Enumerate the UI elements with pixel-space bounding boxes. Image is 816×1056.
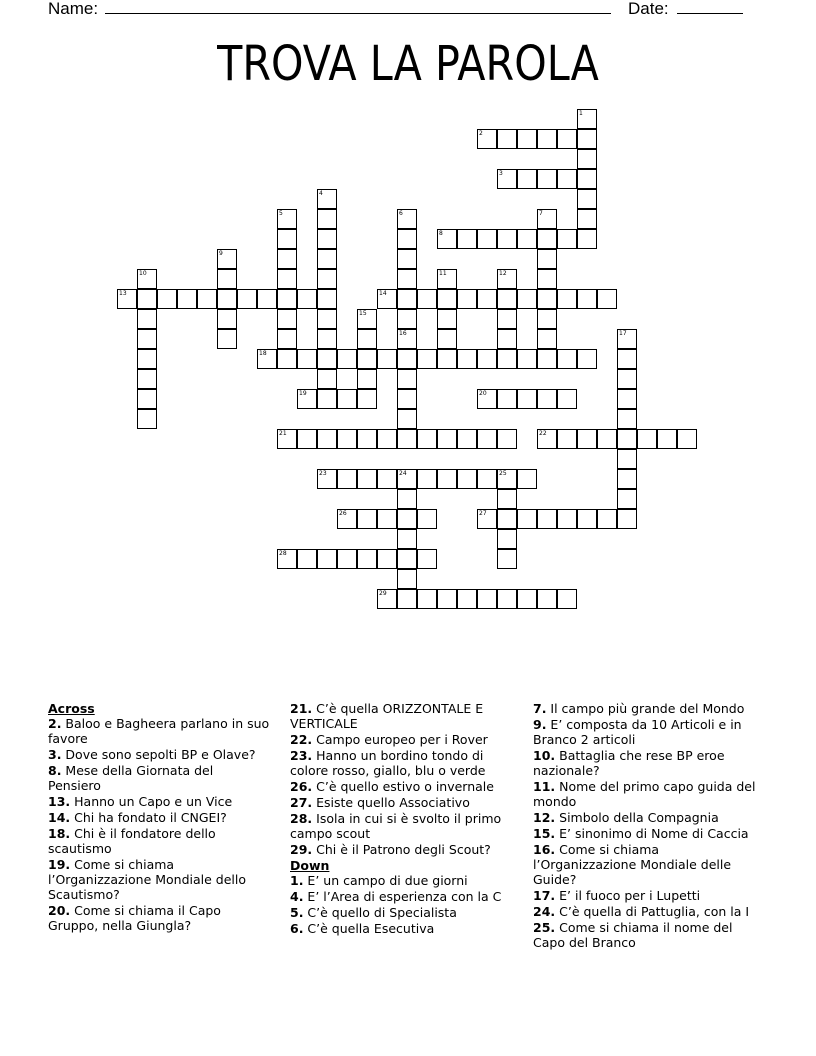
clue-number: 15 (359, 310, 367, 317)
clue-text: Come si chiama il Capo Gruppo, nella Giungla? (48, 903, 221, 933)
crossword-cell[interactable] (317, 389, 337, 409)
crossword-cell[interactable] (457, 349, 477, 369)
across-clue (290, 701, 515, 731)
across-clue (48, 747, 270, 762)
puzzle-title: TROVA LA PAROLA (217, 36, 599, 92)
date-label: Date: (628, 0, 669, 18)
crossword-cell[interactable] (497, 489, 517, 509)
crossword-cell[interactable] (137, 349, 157, 369)
crossword-cell[interactable] (277, 289, 297, 309)
crossword-cell[interactable] (437, 589, 457, 609)
crossword-cell[interactable] (397, 529, 417, 549)
crossword-cell[interactable] (317, 429, 337, 449)
clue-number: 18. (48, 826, 71, 841)
crossword-cell[interactable] (477, 289, 497, 309)
crossword-cell[interactable] (397, 269, 417, 289)
clue-number: 14 (379, 290, 387, 297)
crossword-cell[interactable] (317, 229, 337, 249)
crossword-cell[interactable] (617, 489, 637, 509)
clue-text: E’ il fuoco per i Lupetti (555, 888, 701, 903)
clue-number: 25 (499, 470, 507, 477)
crossword-cell[interactable] (497, 289, 517, 309)
crossword-cell[interactable] (297, 349, 317, 369)
crossword-cell[interactable] (137, 369, 157, 389)
clue-number: 27. (290, 795, 313, 810)
clue-column-2 (290, 701, 515, 937)
crossword-cell[interactable] (537, 289, 557, 309)
crossword-cell[interactable] (357, 429, 377, 449)
clue-number: 5. (290, 905, 304, 920)
clue-number: 18 (259, 350, 267, 357)
crossword-cell[interactable] (417, 589, 437, 609)
clue-number: 2. (48, 716, 62, 731)
clue-number: 26. (290, 779, 313, 794)
clue-number: 28. (290, 811, 313, 826)
crossword-cell[interactable] (617, 409, 637, 429)
down-clue (533, 826, 765, 841)
clue-number: 28 (279, 550, 287, 557)
crossword-cell[interactable] (497, 389, 517, 409)
crossword-cell[interactable] (457, 229, 477, 249)
crossword-cell[interactable] (237, 289, 257, 309)
down-clue (290, 873, 515, 888)
crossword-cell[interactable] (497, 509, 517, 529)
crossword-cell[interactable] (277, 349, 297, 369)
clue-text: Campo europeo per i Rover (312, 732, 488, 747)
across-clue (48, 763, 270, 793)
clue-number: 12 (499, 270, 507, 277)
crossword-cell[interactable] (297, 549, 317, 569)
crossword-cell[interactable] (377, 549, 397, 569)
crossword-cell[interactable] (337, 389, 357, 409)
crossword-cell[interactable] (277, 329, 297, 349)
crossword-cell[interactable] (317, 369, 337, 389)
clue-number: 11. (533, 779, 556, 794)
clue-text: Nome del primo capo guida del mondo (533, 779, 756, 809)
crossword-cell[interactable] (617, 469, 637, 489)
crossword-cell[interactable] (397, 589, 417, 609)
crossword-cell[interactable] (417, 509, 437, 529)
across-clue (48, 903, 270, 933)
crossword-cell[interactable] (537, 249, 557, 269)
clue-number: 19 (299, 390, 307, 397)
crossword-cell[interactable] (397, 369, 417, 389)
clue-number: 8 (439, 230, 443, 237)
clue-number: 22 (539, 430, 547, 437)
down-clue (533, 920, 765, 950)
clue-text: C’è quello estivo o invernale (312, 779, 494, 794)
clue-number: 13. (48, 794, 71, 809)
crossword-cell[interactable] (617, 449, 637, 469)
crossword-cell[interactable] (537, 269, 557, 289)
crossword-cell[interactable] (437, 289, 457, 309)
crossword-cell[interactable] (497, 429, 517, 449)
clue-number: 27 (479, 510, 487, 517)
crossword-cell[interactable] (257, 289, 277, 309)
clue-text: C’è quello di Specialista (303, 905, 457, 920)
crossword-cell[interactable] (537, 349, 557, 369)
crossword-cell[interactable] (437, 309, 457, 329)
crossword-cell[interactable] (277, 229, 297, 249)
crossword-cell[interactable] (397, 549, 417, 569)
clue-text: C’è quella di Pattuglia, con la I (555, 904, 750, 919)
down-clue (290, 905, 515, 920)
clue-number: 1 (579, 110, 583, 117)
clue-text: Chi è il Patrono degli Scout? (312, 842, 491, 857)
clue-number: 10 (139, 270, 147, 277)
crossword-cell[interactable] (557, 509, 577, 529)
crossword-cell[interactable] (457, 289, 477, 309)
crossword-cell[interactable] (457, 429, 477, 449)
crossword-cell[interactable] (497, 229, 517, 249)
clue-number: 14. (48, 810, 71, 825)
crossword-cell[interactable] (537, 589, 557, 609)
crossword-cell[interactable] (557, 429, 577, 449)
crossword-cell[interactable] (517, 469, 537, 489)
crossword-cell[interactable] (317, 209, 337, 229)
crossword-cell[interactable] (517, 389, 537, 409)
clue-number: 20. (48, 903, 71, 918)
crossword-cell[interactable] (577, 129, 597, 149)
crossword-cell[interactable] (497, 549, 517, 569)
crossword-cell[interactable] (417, 429, 437, 449)
crossword-cell[interactable] (617, 509, 637, 529)
crossword-cell[interactable] (537, 389, 557, 409)
crossword-cell[interactable] (577, 229, 597, 249)
clue-number: 24. (533, 904, 556, 919)
crossword-cell[interactable] (617, 389, 637, 409)
clue-number: 6. (290, 921, 304, 936)
clue-number: 10. (533, 748, 556, 763)
across-clue (48, 794, 270, 809)
crossword-cell[interactable] (277, 309, 297, 329)
crossword-cell[interactable] (637, 429, 657, 449)
crossword-cell[interactable] (577, 349, 597, 369)
crossword-cell[interactable] (477, 229, 497, 249)
crossword-cell[interactable] (657, 429, 677, 449)
clue-text: E’ composta da 10 Articoli e in Branco 2 articoli (533, 717, 742, 747)
crossword-cell[interactable] (597, 509, 617, 529)
crossword-cell[interactable] (497, 309, 517, 329)
clue-number: 29. (290, 842, 313, 857)
crossword-cell[interactable] (297, 429, 317, 449)
crossword-cell[interactable] (397, 229, 417, 249)
crossword-cell[interactable] (517, 349, 537, 369)
crossword-cell[interactable] (357, 549, 377, 569)
clue-number: 20 (479, 390, 487, 397)
crossword-cell[interactable] (397, 409, 417, 429)
clue-number: 22. (290, 732, 313, 747)
clue-number: 16. (533, 842, 556, 857)
crossword-cell[interactable] (597, 429, 617, 449)
crossword-cell[interactable] (477, 349, 497, 369)
crossword-cell[interactable] (297, 289, 317, 309)
crossword-cell[interactable] (497, 129, 517, 149)
down-clue (533, 717, 765, 747)
clue-number: 9 (219, 250, 223, 257)
clue-number: 25. (533, 920, 556, 935)
crossword-cell[interactable] (537, 169, 557, 189)
crossword-cell[interactable] (537, 329, 557, 349)
crossword-cell[interactable] (617, 349, 637, 369)
across-clue (48, 826, 270, 856)
clue-text: E’ un campo di due giorni (303, 873, 468, 888)
clue-number: 4. (290, 889, 304, 904)
clue-number: 9. (533, 717, 547, 732)
crossword-cell[interactable] (357, 349, 377, 369)
crossword-cell[interactable] (517, 229, 537, 249)
crossword-cell[interactable] (337, 429, 357, 449)
down-clue (533, 779, 765, 809)
clue-text: Come si chiama l’Organizzazione Mondiale dello Scautismo? (48, 857, 247, 902)
crossword-cell[interactable] (677, 429, 697, 449)
crossword-cell[interactable] (377, 349, 397, 369)
clue-number: 17. (533, 888, 556, 903)
crossword-cell[interactable] (537, 229, 557, 249)
across-heading: Across (48, 701, 95, 716)
crossword-cell[interactable] (417, 469, 437, 489)
clue-column-3 (533, 701, 765, 951)
clue-column-1 (48, 701, 270, 934)
crossword-cell[interactable] (577, 289, 597, 309)
crossword-cell[interactable] (617, 429, 637, 449)
crossword-cell[interactable] (397, 289, 417, 309)
clue-number: 12. (533, 810, 556, 825)
clue-text: E’ sinonimo di Nome di Caccia (555, 826, 749, 841)
crossword-cell[interactable] (557, 349, 577, 369)
crossword-cell[interactable] (277, 249, 297, 269)
crossword-cell[interactable] (137, 329, 157, 349)
across-clue (290, 732, 515, 747)
clue-number: 11 (439, 270, 447, 277)
crossword-cell[interactable] (437, 469, 457, 489)
crossword-cell[interactable] (317, 329, 337, 349)
clue-number: 23 (319, 470, 327, 477)
crossword-cell[interactable] (517, 589, 537, 609)
crossword-cell[interactable] (557, 389, 577, 409)
clue-number: 15. (533, 826, 556, 841)
clue-number: 24 (399, 470, 407, 477)
clue-number: 7. (533, 701, 547, 716)
clue-number: 29 (379, 590, 387, 597)
clue-number: 21 (279, 430, 287, 437)
across-clue (290, 748, 515, 778)
crossword-cell[interactable] (577, 209, 597, 229)
clue-text: Mese della Giornata del Pensiero (48, 763, 214, 793)
crossword-cell[interactable] (417, 289, 437, 309)
crossword-cell[interactable] (217, 329, 237, 349)
clue-text: Hanno un bordino tondo di colore rosso, giallo, blu o verde (290, 748, 486, 778)
down-clue (533, 904, 765, 919)
crossword-cell[interactable] (577, 189, 597, 209)
crossword-cell[interactable] (397, 429, 417, 449)
down-clue (533, 842, 765, 887)
crossword-cell[interactable] (397, 249, 417, 269)
crossword-cell[interactable] (397, 569, 417, 589)
clue-number: 19. (48, 857, 71, 872)
down-clue (290, 921, 515, 936)
crossword-cell[interactable] (217, 289, 237, 309)
crossword-cell[interactable] (417, 349, 437, 369)
clue-text: Simbolo della Compagnia (555, 810, 719, 825)
crossword-cell[interactable] (397, 489, 417, 509)
crossword-cell[interactable] (557, 229, 577, 249)
crossword-cell[interactable] (537, 129, 557, 149)
crossword-cell[interactable] (457, 469, 477, 489)
crossword-cell[interactable] (557, 589, 577, 609)
crossword-cell[interactable] (537, 509, 557, 529)
clue-number: 16 (399, 330, 407, 337)
crossword-cell[interactable] (157, 289, 177, 309)
crossword-cell[interactable] (457, 589, 477, 609)
crossword-cell[interactable] (357, 509, 377, 529)
crossword-cell[interactable] (577, 149, 597, 169)
clue-number: 8. (48, 763, 62, 778)
crossword-cell[interactable] (317, 309, 337, 329)
clue-text: Come si chiama il nome del Capo del Branco (533, 920, 733, 950)
crossword-cell[interactable] (337, 469, 357, 489)
clue-number: 1. (290, 873, 304, 888)
crossword-cell[interactable] (557, 169, 577, 189)
crossword-cell[interactable] (357, 389, 377, 409)
crossword-cell[interactable] (317, 249, 337, 269)
clue-text: C’è quella ORIZZONTALE E VERTICALE (290, 701, 484, 731)
clue-number: 2 (479, 130, 483, 137)
across-clue (290, 842, 515, 857)
clue-text: Esiste quello Associativo (312, 795, 470, 810)
crossword-cell[interactable] (377, 509, 397, 529)
crossword-cell[interactable] (397, 509, 417, 529)
crossword-cell[interactable] (477, 589, 497, 609)
across-clue (48, 810, 270, 825)
crossword-cell[interactable] (497, 349, 517, 369)
clue-text: E’ l’Area di esperienza con la C (303, 889, 502, 904)
crossword-cell[interactable] (517, 129, 537, 149)
clue-text: Isola in cui si è svolto il primo campo scout (290, 811, 502, 841)
crossword-cell[interactable] (357, 369, 377, 389)
clue-text: Chi è il fondatore dello scautismo (48, 826, 216, 856)
across-clue (48, 857, 270, 902)
crossword-cell[interactable] (557, 129, 577, 149)
crossword-cell[interactable] (597, 289, 617, 309)
clue-text: Dove sono sepolti BP e Olave? (61, 747, 256, 762)
crossword-cell[interactable] (317, 269, 337, 289)
down-heading: Down (290, 858, 330, 873)
crossword-cell[interactable] (437, 349, 457, 369)
clue-text: Hanno un Capo e un Vice (70, 794, 233, 809)
crossword-cell[interactable] (417, 549, 437, 569)
clue-number: 26 (339, 510, 347, 517)
crossword-cell[interactable] (497, 589, 517, 609)
down-clue (290, 889, 515, 904)
crossword-cell[interactable] (577, 169, 597, 189)
crossword-cell[interactable] (517, 509, 537, 529)
clue-text: Come si chiama l’Organizzazione Mondiale delle Guide? (533, 842, 732, 887)
clue-number: 17 (619, 330, 627, 337)
crossword-cell[interactable] (317, 549, 337, 569)
crossword-cell[interactable] (337, 349, 357, 369)
clue-number: 21. (290, 701, 313, 716)
crossword-cell[interactable] (557, 289, 577, 309)
clue-number: 23. (290, 748, 313, 763)
crossword-cell[interactable] (357, 469, 377, 489)
crossword-cell[interactable] (277, 269, 297, 289)
clue-number: 6 (399, 210, 403, 217)
crossword-cell[interactable] (537, 309, 557, 329)
crossword-cell[interactable] (137, 289, 157, 309)
crossword-cell[interactable] (137, 409, 157, 429)
across-clue (290, 811, 515, 841)
crossword-cell[interactable] (137, 309, 157, 329)
across-clue (290, 795, 515, 810)
down-clue (533, 888, 765, 903)
crossword-cell[interactable] (217, 269, 237, 289)
across-clue (48, 716, 270, 746)
crossword-cell[interactable] (317, 349, 337, 369)
crossword-cell[interactable] (317, 289, 337, 309)
clue-number: 7 (539, 210, 543, 217)
clue-number: 13 (119, 290, 127, 297)
clue-text: Il campo più grande del Mondo (546, 701, 745, 716)
crossword-cell[interactable] (617, 369, 637, 389)
crossword-cell[interactable] (577, 429, 597, 449)
crossword-cell[interactable] (177, 289, 197, 309)
crossword-cell[interactable] (517, 289, 537, 309)
crossword-cell[interactable] (197, 289, 217, 309)
crossword-cell[interactable] (377, 429, 397, 449)
clue-number: 4 (319, 190, 323, 197)
clue-text: C’è quella Esecutiva (303, 921, 435, 936)
crossword-cell[interactable] (217, 309, 237, 329)
clue-number: 3 (499, 170, 503, 177)
across-clue (290, 779, 515, 794)
down-clue (533, 810, 765, 825)
crossword-cell[interactable] (377, 469, 397, 489)
crossword-cell[interactable] (397, 309, 417, 329)
name-label: Name: (48, 0, 99, 18)
clue-text: Battaglia che rese BP eroe nazionale? (533, 748, 725, 778)
down-clue (533, 701, 765, 716)
crossword-cell[interactable] (357, 329, 377, 349)
crossword-cell[interactable] (477, 429, 497, 449)
crossword-cell[interactable] (497, 329, 517, 349)
crossword-cell[interactable] (517, 169, 537, 189)
clue-text: Chi ha fondato il CNGEI? (70, 810, 227, 825)
clue-number: 5 (279, 210, 283, 217)
crossword-cell[interactable] (137, 389, 157, 409)
crossword-cell[interactable] (337, 549, 357, 569)
crossword-cell[interactable] (437, 429, 457, 449)
crossword-cell[interactable] (397, 349, 417, 369)
crossword-cell[interactable] (577, 509, 597, 529)
down-clue (533, 748, 765, 778)
clue-number: 3. (48, 747, 62, 762)
crossword-cell[interactable] (477, 469, 497, 489)
crossword-cell[interactable] (397, 389, 417, 409)
crossword-cell[interactable] (497, 529, 517, 549)
clue-text: Baloo e Bagheera parlano in suo favore (48, 716, 270, 746)
crossword-cell[interactable] (437, 329, 457, 349)
